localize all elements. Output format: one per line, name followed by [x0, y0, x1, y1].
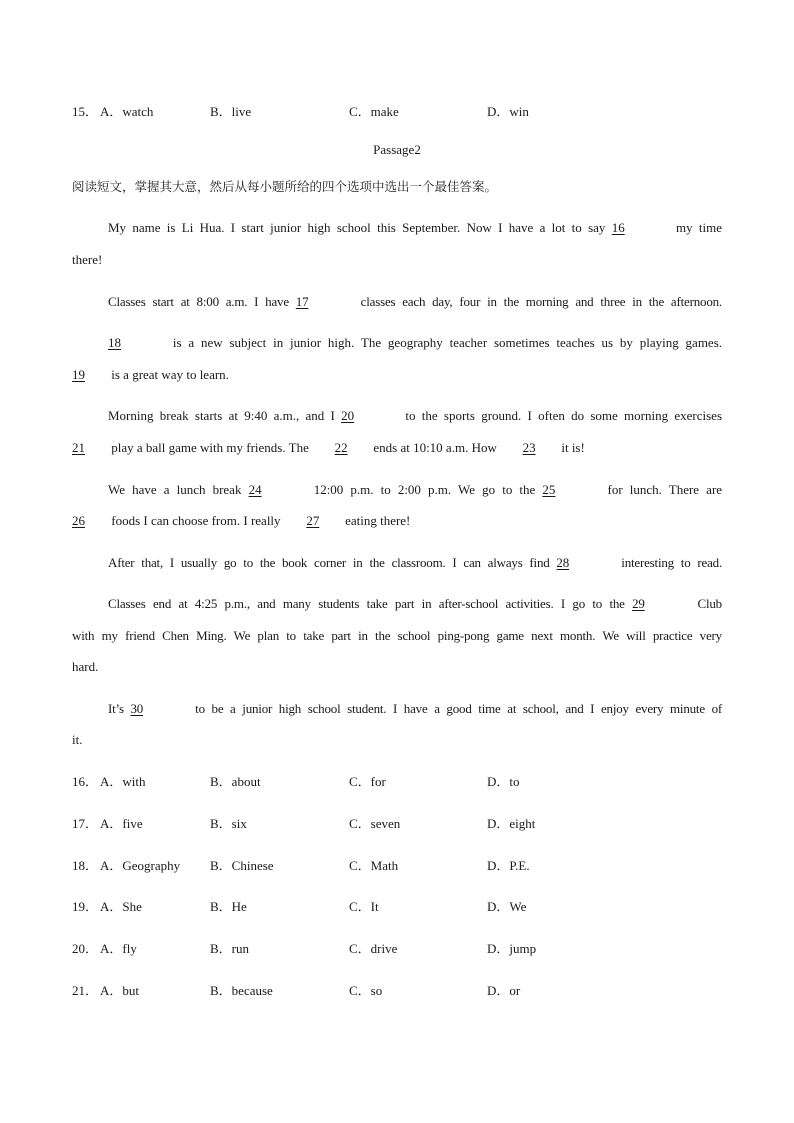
- question-number: 16．: [72, 774, 99, 789]
- text: to the sports ground. I often do some morning exercises: [405, 408, 722, 423]
- option-c: C．drive: [349, 941, 398, 956]
- option-d: D．eight: [487, 816, 536, 831]
- blank-25: 25: [542, 482, 556, 497]
- option-a: A．watch: [100, 104, 154, 119]
- text: After that, I usually go to the book corner in the classroom. I can always find: [108, 555, 550, 570]
- option-b: B．because: [210, 983, 273, 998]
- passage-instruction: 阅读短文，掌握其大意，然后从每小题所给的四个选项中选出一个最佳答案。: [72, 179, 498, 194]
- option-d: D．P.E.: [487, 858, 530, 873]
- paragraph-6: [72, 553, 722, 573]
- option-b: B．run: [210, 941, 250, 956]
- option-d: D．We: [487, 899, 527, 914]
- paragraph-1-line-1: [72, 218, 722, 238]
- blank-22: 22: [334, 440, 348, 455]
- blank-28: 28: [556, 555, 570, 570]
- option-b: B．Chinese: [210, 858, 274, 873]
- option-d: D．to: [487, 774, 520, 789]
- text: play a ball game with my friends. The: [111, 440, 309, 455]
- paragraph-3-line-2: [72, 365, 722, 385]
- option-a: A．five: [100, 816, 143, 831]
- option-d: D．win: [487, 104, 529, 119]
- text: to be a junior high school student. I have a good time at school, and I enjoy every minute of: [195, 701, 723, 716]
- option-a: A．Geography: [100, 858, 181, 873]
- text: classes each day, four in the morning and three in the afternoon.: [360, 294, 722, 309]
- blank-29: 29: [632, 596, 645, 611]
- paragraph-5-line-2: [72, 511, 722, 531]
- option-c: C．seven: [349, 816, 401, 831]
- question-number: 21．: [72, 983, 99, 998]
- option-c: C．make: [349, 104, 399, 119]
- text: for lunch. There are: [607, 482, 723, 497]
- option-b: B．live: [210, 104, 252, 119]
- question-number: 15．: [72, 104, 99, 119]
- blank-23: 23: [522, 440, 536, 455]
- paragraph-1-line-2: there!: [72, 252, 103, 267]
- paragraph-7-line-1: [72, 594, 722, 614]
- option-c: C．so: [349, 983, 383, 998]
- text: Morning break starts at 9:40 a.m., and I: [108, 408, 335, 423]
- paragraph-4-line-1: [72, 406, 722, 426]
- blank-21: 21: [72, 440, 85, 455]
- blank-26: 26: [72, 513, 85, 528]
- blank-18: 18: [108, 335, 121, 350]
- paragraph-8-line-2: it.: [72, 732, 83, 747]
- blank-19: 19: [72, 367, 85, 382]
- paragraph-8-line-1: [72, 699, 722, 719]
- text: My name is Li Hua. I start junior high school this September. Now I have a lot to say: [108, 220, 606, 235]
- text: ends at 10:10 a.m. How: [373, 440, 497, 455]
- text: 12:00 p.m. to 2:00 p.m. We go to the: [313, 482, 536, 497]
- text: my time: [676, 220, 723, 235]
- question-number: 19．: [72, 899, 99, 914]
- text: interesting to read.: [621, 555, 722, 570]
- text: Classes start at 8:00 a.m. I have: [108, 294, 289, 309]
- paragraph-7-line-3: hard.: [72, 659, 99, 674]
- text: foods I can choose from. I really: [111, 513, 281, 528]
- text: Club: [697, 596, 722, 611]
- paragraph-2: [72, 292, 722, 312]
- blank-20: 20: [341, 408, 355, 423]
- question-number: 20．: [72, 941, 99, 956]
- question-number: 17．: [72, 816, 99, 831]
- option-b: B．six: [210, 816, 247, 831]
- paragraph-7-line-2: with my friend Chen Ming. We plan to take part in the school ping-pong game next month. We will practice very: [72, 628, 722, 643]
- paragraph-4-line-2: [72, 438, 722, 458]
- option-a: A．fly: [100, 941, 137, 956]
- option-a: A．She: [100, 899, 142, 914]
- text: is a new subject in junior high. The geography teacher sometimes teaches us by playing games.: [172, 335, 723, 350]
- paragraph-5-line-1: [72, 480, 722, 500]
- text: It’s: [108, 701, 124, 716]
- option-b: B．about: [210, 774, 261, 789]
- blank-16: 16: [611, 220, 625, 235]
- text: Classes end at 4:25 p.m., and many students take part in after-school activities. I go to the: [108, 596, 625, 611]
- blank-24: 24: [248, 482, 262, 497]
- option-c: C．Math: [349, 858, 399, 873]
- question-number: 18．: [72, 858, 99, 873]
- text: We have a lunch break: [108, 482, 242, 497]
- option-d: D．or: [487, 983, 521, 998]
- text: is a great way to learn.: [111, 367, 229, 382]
- option-b: B．He: [210, 899, 247, 914]
- text: it is!: [561, 440, 585, 455]
- blank-27: 27: [306, 513, 320, 528]
- option-c: C．It: [349, 899, 379, 914]
- option-a: A．but: [100, 983, 140, 998]
- option-a: A．with: [100, 774, 146, 789]
- paragraph-3-line-1: [72, 333, 722, 353]
- option-d: D．jump: [487, 941, 537, 956]
- blank-17: 17: [295, 294, 309, 309]
- text: eating there!: [345, 513, 411, 528]
- blank-30: 30: [130, 701, 144, 716]
- passage-title: Passage2: [373, 142, 421, 157]
- option-c: C．for: [349, 774, 386, 789]
